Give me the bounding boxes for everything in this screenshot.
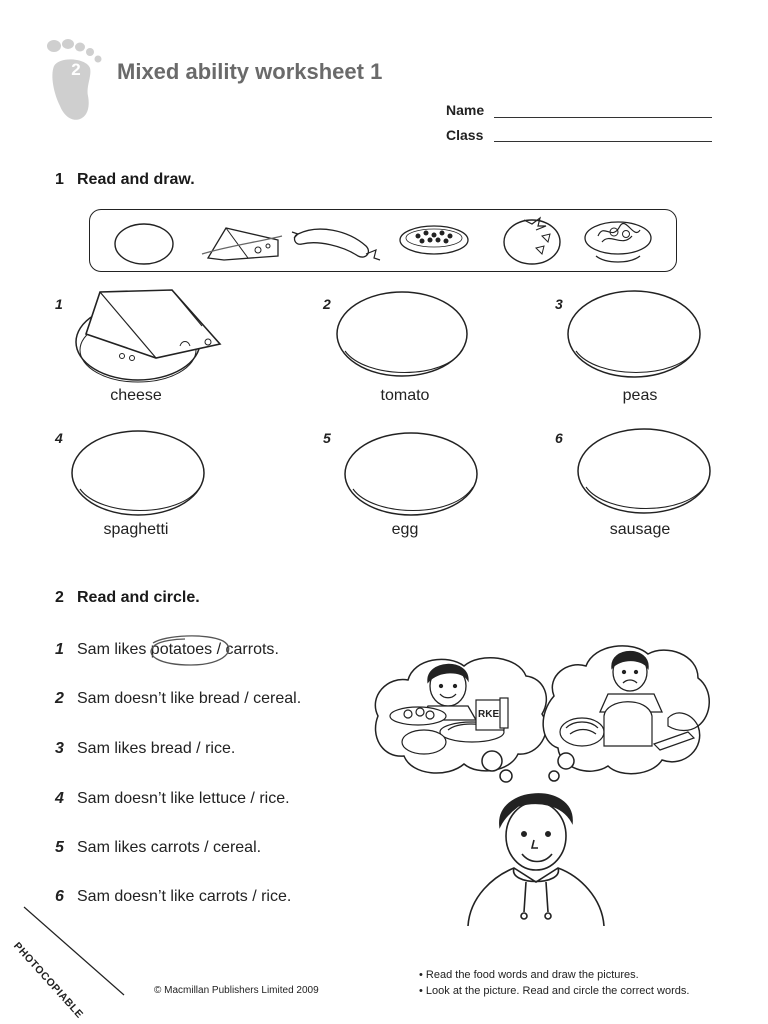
circle-mark: [145, 633, 233, 669]
name-field[interactable]: [494, 117, 712, 118]
sausage-icon: [288, 220, 384, 266]
sentence-1: 1 Sam likes potatoes / carrots.: [55, 641, 279, 659]
option-b[interactable]: rice: [261, 888, 287, 905]
item-word: egg: [391, 521, 419, 538]
option-circled[interactable]: potatoes: [151, 641, 212, 659]
cereal-box-text: RKE: [478, 709, 500, 720]
option-b[interactable]: carrots: [225, 641, 275, 658]
drawing-oval[interactable]: [70, 429, 208, 519]
item-word: cheese: [110, 387, 162, 404]
option-b[interactable]: rice: [205, 740, 231, 757]
cheese-drawing: [72, 286, 232, 388]
item-number: 4: [55, 430, 63, 446]
thought-bubble: [500, 770, 512, 782]
big-sam: [468, 794, 604, 926]
option-a[interactable]: lettuce: [198, 790, 246, 807]
drawing-oval[interactable]: [343, 431, 481, 519]
sentence-3: 3 Sam likes bread / rice.: [55, 740, 236, 757]
option-a[interactable]: bread: [150, 740, 192, 757]
item-number: 1: [55, 296, 63, 312]
item-word: tomato: [380, 387, 430, 404]
option-b[interactable]: cereal: [213, 839, 257, 856]
drawing-oval[interactable]: [576, 427, 714, 517]
sentence-5: 5 Sam likes carrots / cereal.: [55, 839, 262, 856]
section2-heading: [55, 589, 200, 607]
peas-icon: [396, 216, 472, 262]
corner-rule: [20, 905, 130, 1000]
footnote: • Look at the picture. Read and circle the correct words.: [419, 985, 690, 997]
name-label: Name: [446, 102, 485, 118]
section2-number: 2: [55, 589, 64, 606]
spaghetti-icon: [582, 212, 654, 266]
section1-heading-text: Read and draw.: [77, 171, 195, 188]
item-word: peas: [622, 387, 658, 404]
thought-bubble: [482, 751, 502, 771]
thought-bubble: [558, 753, 574, 769]
option-a[interactable]: carrots: [198, 888, 248, 905]
copyright: © Macmillan Publishers Limited 2009: [154, 985, 319, 996]
sentence-2: 2 Sam doesn’t like bread / cereal.: [55, 690, 302, 707]
item-word: spaghetti: [103, 521, 169, 538]
section1-number: 1: [55, 171, 64, 188]
option-a[interactable]: bread: [198, 690, 240, 707]
sentence-4: 4 Sam doesn’t like lettuce / rice.: [55, 790, 290, 807]
page-title: Mixed ability worksheet 1: [117, 59, 383, 84]
item-number: 2: [323, 296, 331, 312]
drawing-oval[interactable]: [335, 291, 471, 381]
thought-bubble: [549, 771, 559, 781]
item-number: 5: [323, 430, 331, 446]
class-label: Class: [446, 127, 484, 143]
item-word: sausage: [609, 521, 671, 538]
option-b[interactable]: rice: [259, 790, 286, 807]
footprint-icon: [40, 36, 110, 126]
sentence-6: 6 Sam doesn’t like carrots / rice.: [55, 888, 292, 905]
footnote: • Read the food words and draw the pictures.: [419, 969, 639, 981]
cheese-icon: [198, 220, 288, 266]
sam-illustration: [368, 636, 714, 928]
section1-heading: [55, 171, 195, 189]
section2-heading-text: Read and circle.: [77, 589, 200, 606]
option-a[interactable]: carrots: [150, 839, 200, 856]
item-number: 3: [555, 296, 563, 312]
unit-number: 2: [71, 60, 81, 79]
photocopiable-label: PHOTOCOPIABLE: [11, 940, 86, 1021]
drawing-oval[interactable]: [566, 289, 704, 381]
item-number: 6: [555, 430, 563, 446]
tomato-icon: [500, 212, 566, 266]
egg-icon: [113, 222, 177, 268]
sentence-number: 1: [55, 641, 64, 658]
class-field[interactable]: [494, 141, 712, 142]
option-b[interactable]: cereal: [253, 690, 297, 707]
